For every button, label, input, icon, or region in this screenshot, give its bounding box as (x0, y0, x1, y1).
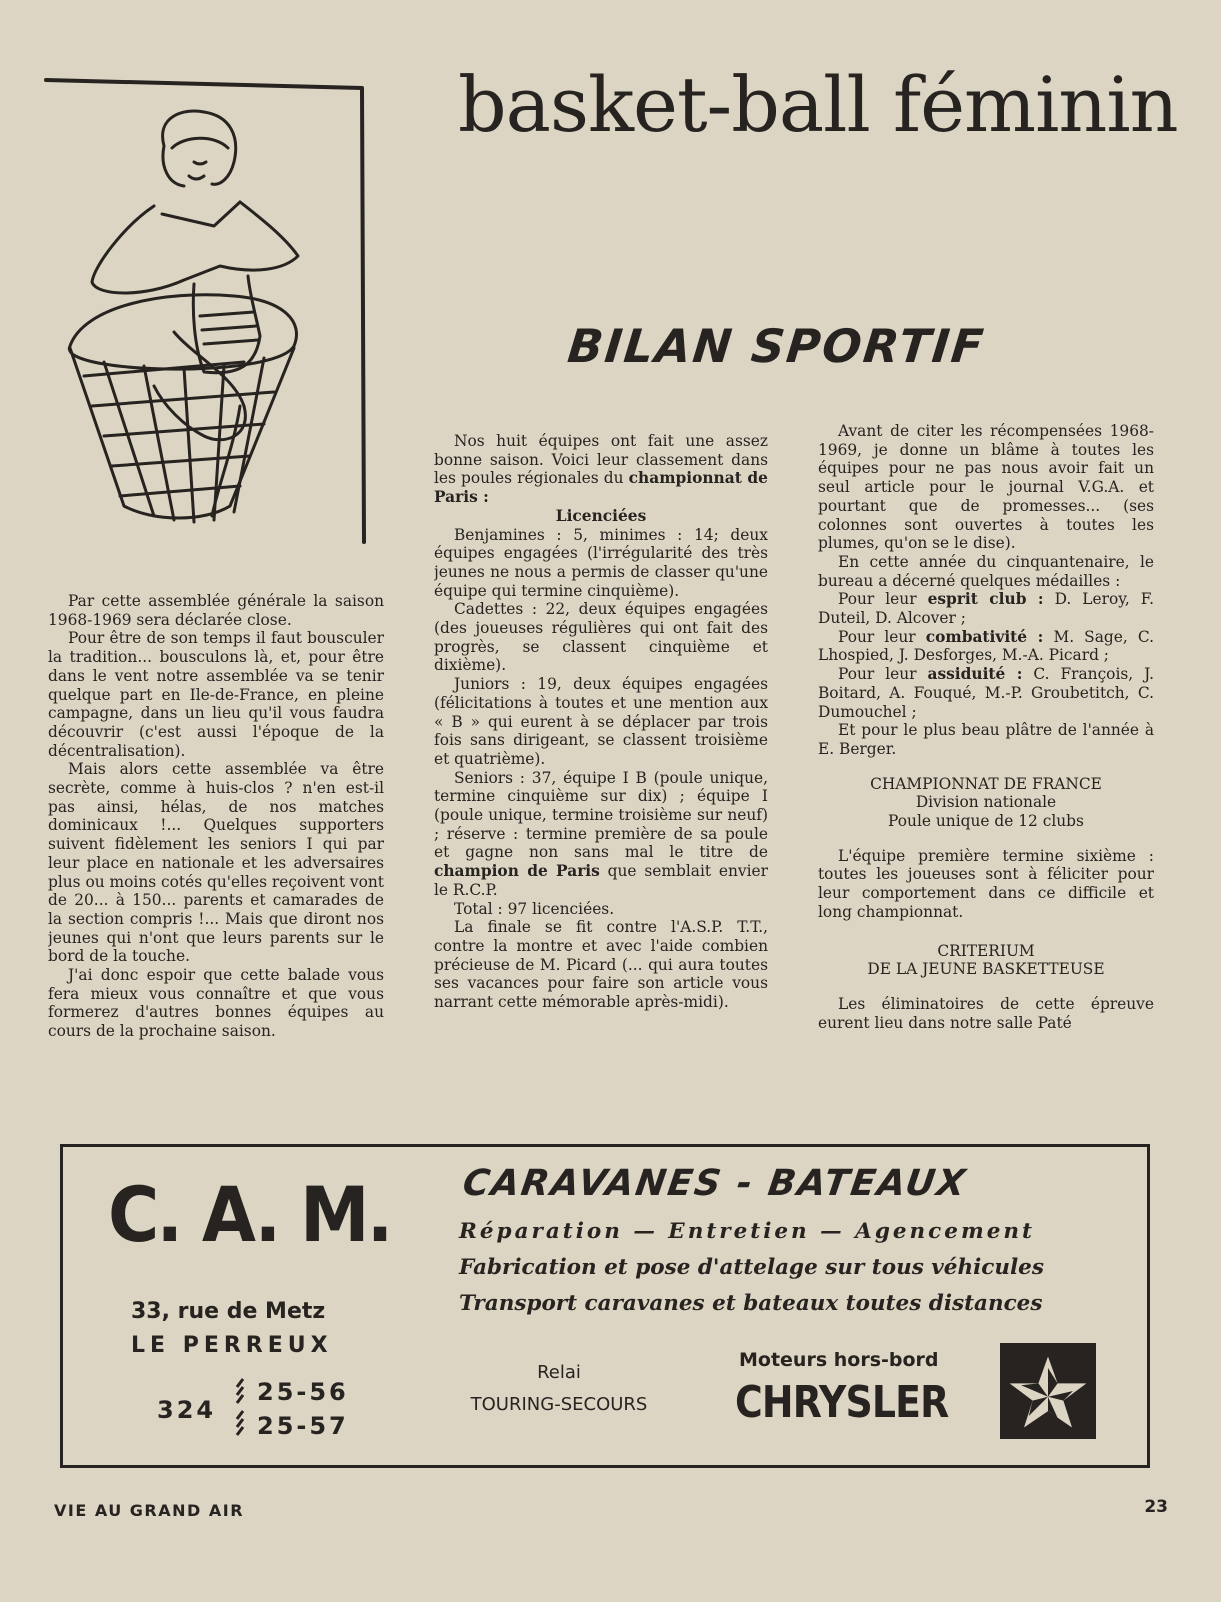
paragraph: Cadettes : 22, deux équipes engagées (des joueuses régulières qui ont fait des progrès, se classent cinquième et dixième). (434, 600, 768, 675)
paragraph: Et pour le plus beau plâtre de l'année à E. Berger. (818, 721, 1154, 758)
paragraph: L'équipe première termine sixième : toutes les joueuses sont à féliciter pour leur comportement dans ce difficile et long championnat. (818, 846, 1154, 921)
ad-brand: CHRYSLER (735, 1377, 949, 1428)
intro-bold: championnat de Paris : (434, 469, 768, 507)
paragraph: J'ai donc espoir que cette balade vous fera mieux vous connaître et que vous formerez d'autres bonnes équipes au cours de la prochaine saison. (48, 966, 384, 1041)
advertisement (60, 1144, 1150, 1468)
page-title: basket-ball féminin (458, 60, 1178, 149)
woman-in-basket-icon (44, 76, 384, 576)
seniors-text: Seniors : 37, équipe I B (poule unique, termine cinquième sur dix) ; équipe I (poule unique, termine troisième sur neuf) ; réserve : termine première de sa poule et gagne non sans mal le titre de (434, 768, 768, 862)
heading-division: Division nationale (915, 793, 1057, 812)
ad-transport: Transport caravanes et bateaux toutes distances (459, 1291, 1043, 1316)
paragraph-seniors (434, 769, 768, 900)
ad-phone-1: 25-56 (257, 1378, 349, 1406)
subheading-licenciees: Licenciées (555, 506, 647, 525)
award-names: D. Leroy, F. Duteil, D. Alcover ; (818, 590, 1154, 628)
article-column-right (818, 422, 1154, 1112)
ad-headline: CARAVANES - BATEAUX (460, 1163, 970, 1204)
ad-relai: Relai (537, 1362, 581, 1383)
paragraph: Mais alors cette assemblée va être secrète, comme à huis-clos ? n'en est-il pas ainsi, hélas, de nos matches dominicaux !... Quelques supporters suivent fidèlement les seniors I qui par leur place en nationale et les adversaires plus ou moins cotés qu'elles reçoivent vont de 20... à 150... parents et camarades de la section compris !... Mais que diront nos jeunes qui n'ont que leurs parents sur le bord de la touche. (48, 760, 384, 966)
award-prefix: Pour leur (838, 627, 916, 646)
paragraph: En cette année du cinquantenaire, le bureau a décerné quelques médailles : (818, 552, 1154, 590)
paragraph: Juniors : 19, deux équipes engagées (félicitations à toutes et une mention aux « B » qui eurent à se déplacer par trois fois sans dirigeant, se classent troisième et quatrième). (434, 675, 768, 768)
paragraph: Benjamines : 5, minimes : 14; deux équipes engagées (l'irrégularité des très jeunes ne nous a permis de classer qu'une équipe qui termine cinquième). (434, 525, 768, 600)
award-category: combativité : (925, 627, 1044, 646)
intro-text: Nos huit équipes ont fait une assez bonne saison. Voici leur classement dans les poules régionales du (434, 432, 768, 488)
paragraph: Les éliminatoires de cette épreuve eurent lieu dans notre salle Paté (818, 994, 1154, 1032)
ad-address: 33, rue de Metz (131, 1299, 326, 1324)
page-number: 23 (1144, 1497, 1168, 1517)
award-prefix: Pour leur (838, 590, 917, 609)
ad-phone-2: 25-57 (257, 1412, 349, 1440)
ad-services: Réparation — Entretien — Agencement (459, 1219, 1035, 1244)
ad-fabrication: Fabrication et pose d'attelage sur tous véhicules (459, 1255, 1044, 1280)
seniors-end: que semblait envier le R.C.P. (434, 862, 768, 899)
heading-jeune-basketteuse: DE LA JEUNE BASKETTEUSE (867, 960, 1105, 979)
brace-icon (233, 1377, 247, 1437)
article-column-left (48, 592, 384, 1112)
paragraph: Par cette assemblée générale la saison 1968-1969 sera déclarée close. (48, 592, 384, 629)
ad-moteurs: Moteurs hors-bord (739, 1349, 939, 1371)
award-names: M. Sage, C. Lhospied, J. Desforges, M.-A. Picard ; (818, 627, 1154, 665)
paragraph: La finale se fit contre l'A.S.P. T.T., contre la montre et avec l'aide combien précieuse de M. Picard (... qui aura toutes ses vacances pour faire son article vous narrant cette mémorable après-midi). (434, 918, 768, 1012)
paragraph: Avant de citer les récompensées 1968-1969, je donne un blâme à toutes les équipes pour ne pas nous avoir fait un seul article pour le journal V.G.A. et pourtant que de promesses... (ses colonnes sont ouvertes à toutes les plumes, qu'on se le dise). (818, 422, 1154, 553)
heading-poule: Poule unique de 12 clubs (888, 812, 1084, 831)
award-prefix: Pour leur (838, 665, 917, 684)
paragraph-intro (434, 432, 768, 507)
award-names: C. François, J. Boitard, A. Fouqué, M.-P. Groubetitch, C. Dumouchel ; (818, 665, 1154, 721)
paragraph: Total : 97 licenciées. (454, 899, 615, 918)
pentastar-icon (1000, 1343, 1096, 1439)
article-column-middle (434, 432, 768, 1112)
heading-criterium: CRITERIUM (937, 941, 1035, 960)
award-assiduite (818, 665, 1154, 721)
seniors-bold: champion de Paris (434, 862, 600, 881)
ad-phone-prefix: 324 (157, 1396, 217, 1424)
publication-name: VIE AU GRAND AIR (54, 1501, 245, 1520)
award-category: esprit club : (927, 590, 1044, 609)
ad-company-name: C. A. M. (108, 1170, 391, 1259)
section-title: BILAN SPORTIF (565, 319, 988, 373)
paragraph: Pour être de son temps il faut bousculer la tradition... bousculons là, et, pour être dans le vent notre assemblée va se tenir quelque part en Ile-de-France, en pleine campagne, dans un lieu qu'il vous faudra découvrir (c'est aussi l'époque de la décentralisation). (48, 629, 384, 760)
ad-touring-secours: TOURING-SECOURS (470, 1394, 648, 1415)
award-category: assiduité : (927, 665, 1023, 684)
award-combativite (818, 628, 1154, 665)
ad-city: LE PERREUX (131, 1333, 333, 1358)
award-esprit-club (818, 590, 1154, 627)
heading-championnat: CHAMPIONNAT DE FRANCE (870, 774, 1102, 793)
